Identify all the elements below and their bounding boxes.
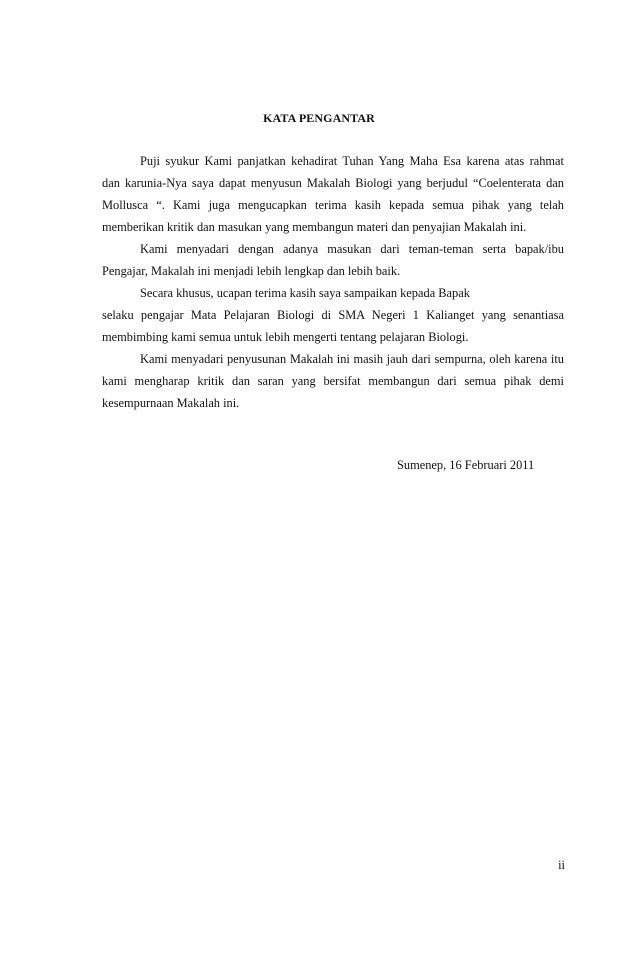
paragraph-1-line-4: memberikan kritik dan masukan yang membangun materi dan penyajian Makalah ini. [102,220,527,234]
paragraph-2-line-1: Kami menyadari dengan adanya masukan dari teman-teman serta bapak/ibu [140,242,564,256]
paragraph-3-line-3: membimbing kami semua untuk lebih mengerti tentang pelajaran Biologi. [102,330,469,344]
place-date: Sumenep, 16 Februari 2011 [397,458,535,472]
paragraph-3-line-1: Secara khusus, ucapan terima kasih saya sampaikan kepada Bapak [140,286,470,300]
page-title: KATA PENGANTAR [263,111,375,125]
paragraph-2-line-2: Pengajar, Makalah ini menjadi lebih lengkap dan lebih baik. [102,264,401,278]
paragraph-1-line-2: dan karunia-Nya saya dapat menyusun Makalah Biologi yang berjudul “Coelenterata dan [102,176,564,190]
paragraph-4-line-3: kesempurnaan Makalah ini. [102,396,240,410]
paragraph-1-line-1: Puji syukur Kami panjatkan kehadirat Tuhan Yang Maha Esa karena atas rahmat [140,154,564,168]
page-number: ii [558,858,565,872]
paragraph-3-line-2: selaku pengajar Mata Pelajaran Biologi di SMA Negeri 1 Kalianget yang senantiasa [102,308,564,322]
paragraph-4-line-1: Kami menyadari penyusunan Makalah ini masih jauh dari sempurna, oleh karena itu [140,352,564,366]
paragraph-4-line-2: kami mengharap kritik dan saran yang bersifat membangun dari semua pihak demi [102,374,564,388]
paragraph-1-line-3: Mollusca “. Kami juga mengucapkan terima kasih kepada semua pihak yang telah [102,198,564,212]
